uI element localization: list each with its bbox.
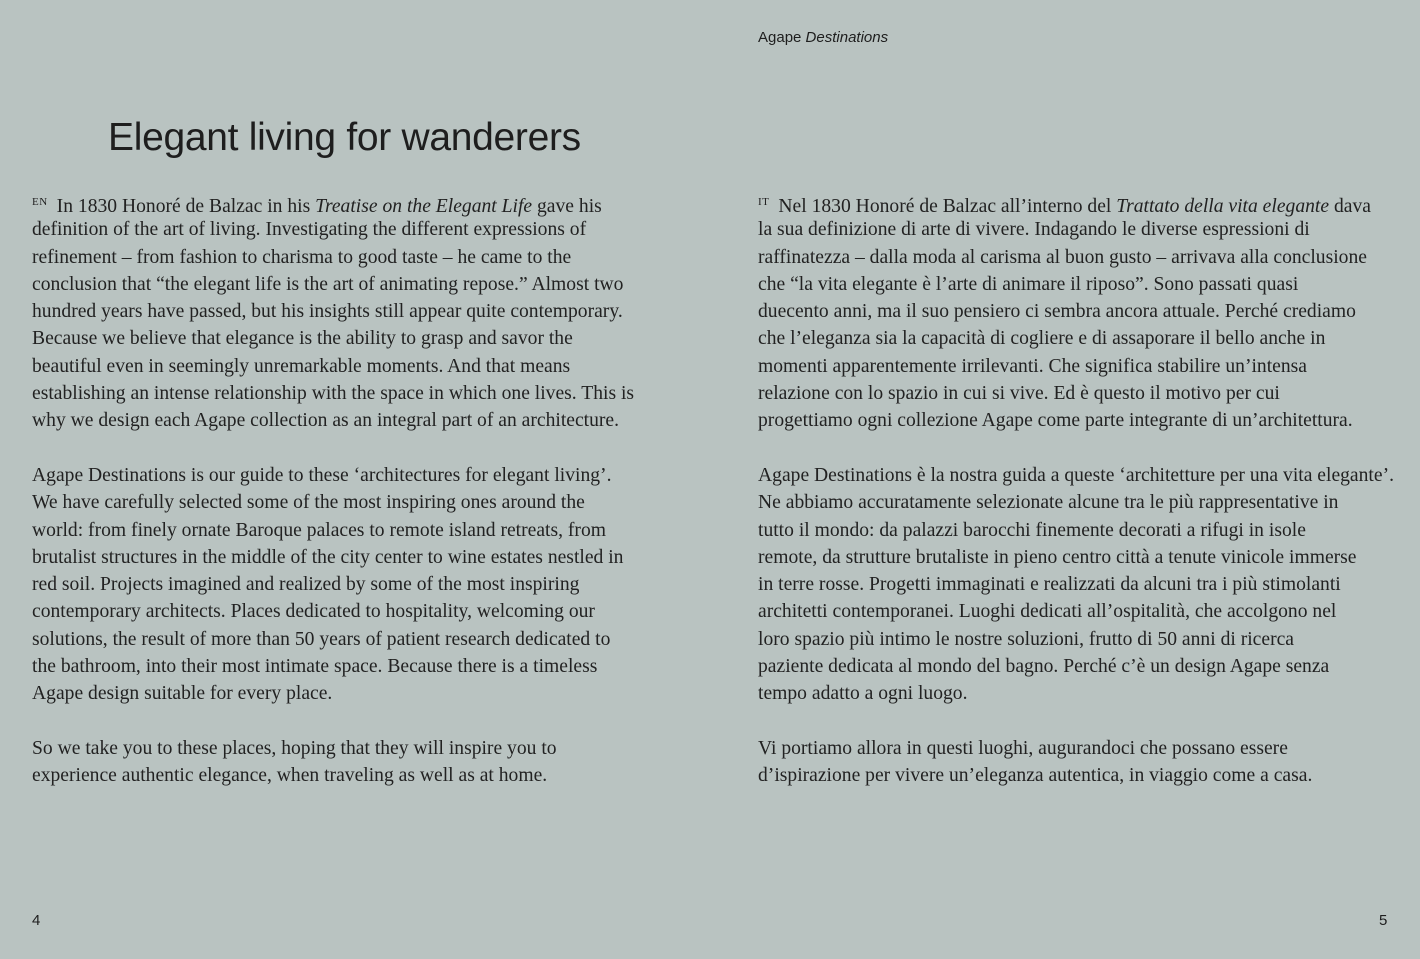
it-line: architetti contemporanei. Luoghi dedicati all’ospitalità, che accolgono nel xyxy=(758,601,1337,623)
it-line: che l’eleganza sia la capacità di cogliere e di assaporare il bello anche in xyxy=(758,328,1326,350)
en-line: establishing an intense relationship with the space in which one lives. This is xyxy=(32,383,635,405)
it-line: in terre rosse. Progetti immaginati e realizzati da alcuni tra i più stimolanti xyxy=(758,574,1341,596)
it-line: momenti apparentemente irrilevanti. Che significa stabilire un’intensa xyxy=(758,355,1307,377)
en-text: gave his xyxy=(532,196,602,217)
it-line: raffinatezza – dalla moda al carisma al buon gusto – arrivava alla conclusione xyxy=(758,246,1367,268)
it-line: la sua definizione di arte di vivere. Indagando le diverse espressioni di xyxy=(758,219,1310,241)
it-line: tutto il mondo: da palazzi barocchi finemente decorati a rifugi in isole xyxy=(758,519,1306,541)
en-line: brutalist structures in the middle of the city center to wine estates nestled in xyxy=(32,546,624,568)
it-language-label: IT xyxy=(758,196,770,208)
it-text: Nel 1830 Honoré de Balzac all’interno del xyxy=(778,196,1117,217)
en-line: hundred years have passed, but his insights still appear quite contemporary. xyxy=(32,301,623,323)
it-line: Agape Destinations è la nostra guida a queste ‘architetture per una vita elegante’. xyxy=(758,464,1394,486)
en-line: Agape design suitable for every place. xyxy=(32,683,333,705)
it-line: remote, da strutture brutaliste in pieno centro città a tenute vinicole immerse xyxy=(758,546,1357,568)
it-paragraph-1-first-line xyxy=(758,189,1398,216)
it-line: paziente dedicata al mondo del bagno. Perché c’è un design Agape senza xyxy=(758,656,1330,678)
en-line: beautiful even in seemingly unremarkable moments. And that means xyxy=(32,355,571,377)
it-line: progettiamo ogni collezione Agape come parte integrante di un’architettura. xyxy=(758,410,1353,432)
page-title: Elegant living for wanderers xyxy=(108,116,581,159)
it-line: Vi portiamo allora in questi luoghi, augurandoci che possano essere xyxy=(758,737,1288,759)
en-line: solutions, the result of more than 50 years of patient research dedicated to xyxy=(32,628,611,650)
en-line: Because we believe that elegance is the ability to grasp and savor the xyxy=(32,328,573,350)
running-header xyxy=(758,29,888,47)
en-line: why we design each Agape collection as an integral part of an architecture. xyxy=(32,410,620,432)
en-paragraph-1-first-line xyxy=(32,189,672,216)
it-book-title: Trattato della vita elegante xyxy=(1116,196,1330,217)
header-brand: Agape xyxy=(758,29,802,46)
en-line: Agape Destinations is our guide to these ‘architectures for elegant living’. xyxy=(32,464,612,486)
english-column xyxy=(32,189,672,790)
en-line: contemporary architects. Places dedicated to hospitality, welcoming our xyxy=(32,601,595,623)
italian-column xyxy=(758,189,1398,790)
en-line: So we take you to these places, hoping that they will inspire you to xyxy=(32,737,557,759)
it-text: dava xyxy=(1329,196,1371,217)
en-line: experience authentic elegance, when traveling as well as at home. xyxy=(32,765,548,787)
page-number-left: 4 xyxy=(32,912,41,929)
en-line: conclusion that “the elegant life is the art of animating repose.” Almost two xyxy=(32,273,624,295)
it-line: Ne abbiamo accuratamente selezionate alcune tra le più rappresentative in xyxy=(758,492,1339,514)
it-line: d’ispirazione per vivere un’eleganza autentica, in viaggio come a casa. xyxy=(758,765,1313,787)
en-text: In 1830 Honoré de Balzac in his xyxy=(56,196,316,217)
en-line: We have carefully selected some of the most inspiring ones around the xyxy=(32,492,585,514)
en-line: the bathroom, into their most intimate space. Because there is a timeless xyxy=(32,656,598,678)
it-line: duecento anni, ma il suo pensiero ci sembra ancora attuale. Perché crediamo xyxy=(758,301,1356,323)
it-line: loro spazio più intimo le nostre soluzioni, frutto di 50 anni di ricerca xyxy=(758,628,1294,650)
it-line: tempo adatto a ogni luogo. xyxy=(758,683,968,705)
it-line: che “la vita elegante è l’arte di animare il riposo”. Sono passati quasi xyxy=(758,273,1299,295)
en-book-title: Treatise on the Elegant Life xyxy=(315,196,533,217)
en-line: refinement – from fashion to charisma to good taste – he came to the xyxy=(32,246,572,268)
en-line: red soil. Projects imagined and realized by some of the most inspiring xyxy=(32,574,580,596)
en-line: definition of the art of living. Investigating the different expressions of xyxy=(32,219,587,241)
en-language-label: EN xyxy=(32,196,48,208)
header-section: Destinations xyxy=(805,29,889,46)
page-number-right: 5 xyxy=(1379,912,1388,929)
en-line: world: from finely ornate Baroque palaces to remote island retreats, from xyxy=(32,519,606,541)
it-line: relazione con lo spazio in cui si vive. Ed è questo il motivo per cui xyxy=(758,383,1280,405)
